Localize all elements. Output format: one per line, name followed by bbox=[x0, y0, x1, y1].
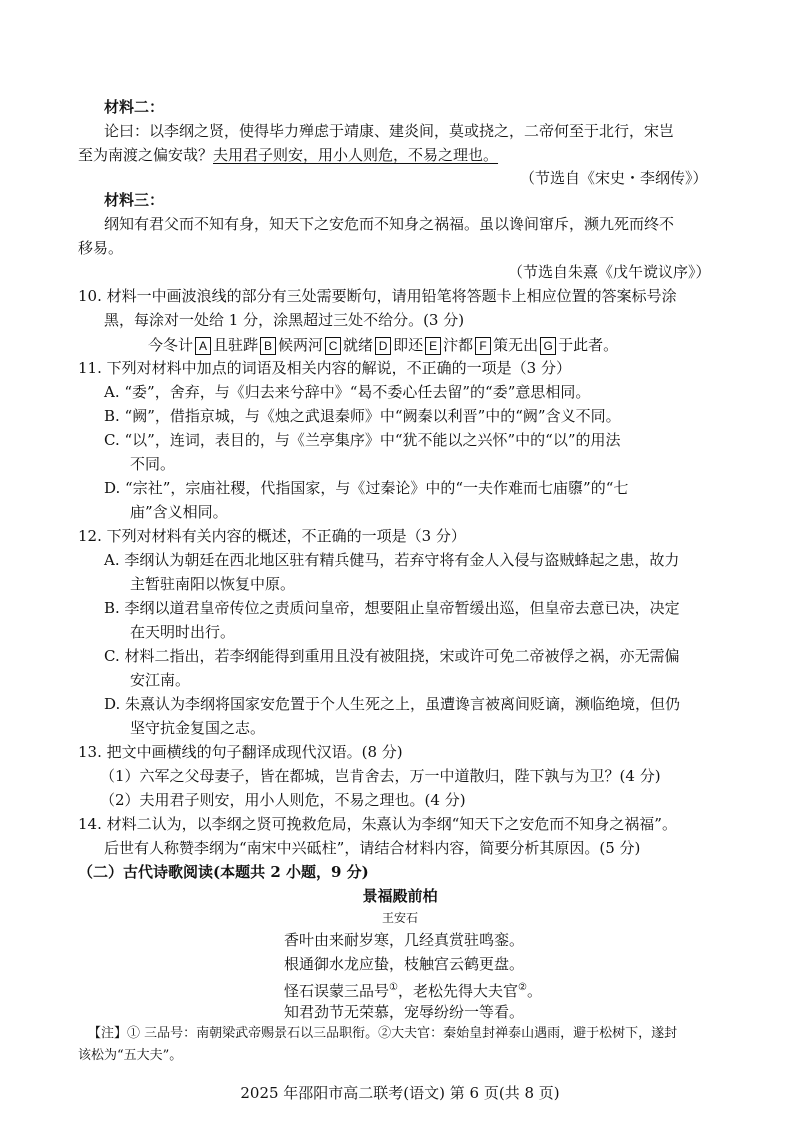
segment: 策无出 bbox=[493, 336, 539, 354]
segment: 候两河 bbox=[278, 336, 324, 354]
question-11-stem: 11. 下列对材料中加点的词语及相关内容的解说，不正确的一项是（3 分） bbox=[78, 359, 571, 377]
question-12-option-d-cont: 坚守抗金复国之志。 bbox=[130, 719, 266, 737]
section-2-heading: （二）古代诗歌阅读(本题共 2 小题，9 分) bbox=[78, 863, 369, 881]
answer-box-b: B bbox=[260, 337, 276, 355]
poem-line-4: 知君劲节无荣慕，宠辱纷纷一等看。 bbox=[284, 1003, 525, 1021]
question-11-option-c: C. “以”，连词，表目的，与《兰亭集序》中“犹不能以之兴怀”中的“以”的用法 bbox=[104, 431, 621, 449]
answer-box-e: E bbox=[425, 337, 441, 355]
question-13-sub-1: （1）六军之父母妻子，皆在都城，岂肯舍去，万一中道散归，陛下孰与为卫？(4 分) bbox=[100, 767, 661, 785]
question-11-option-a: A. “委”，舍弃，与《归去来兮辞中》“曷不委心任去留”的“委”意思相同。 bbox=[104, 383, 591, 401]
question-10-answer-options bbox=[148, 335, 618, 355]
material-2-line-1: 论曰：以李纲之贤，使得毕力殚虑于靖康、建炎间，莫或挠之，二帝何至于北行，宋岂 bbox=[104, 122, 675, 140]
poem-line-3-part-1: 怪石误蒙三品号 bbox=[284, 982, 390, 1000]
question-13-sub-2: （2）夫用君子则安，用小人则危，不易之理也。(4 分) bbox=[100, 791, 466, 809]
question-13-stem: 13. 把文中画横线的句子翻译成现代汉语。(8 分) bbox=[78, 743, 403, 761]
segment: 今冬计 bbox=[148, 336, 194, 354]
material-2-heading: 材料二： bbox=[104, 98, 165, 116]
question-11-option-d: D. “宗社”，宗庙社稷，代指国家，与《过秦论》中的“一夫作难而七庙隳”的“七 bbox=[104, 479, 629, 497]
underlined-sentence: 夫用君子则安，用小人则危，不易之理也。 bbox=[213, 146, 499, 164]
answer-box-d: D bbox=[375, 337, 391, 355]
material-3-source: （节选自朱熹《戊午谠议序》） bbox=[508, 263, 711, 281]
note-line-1: 【注】① 三品号：南朝梁武帝赐景石以三品职衔。②大夫官：秦始皇封禅泰山遇雨，避于松树下，遂封 bbox=[88, 1026, 678, 1041]
answer-box-f: F bbox=[475, 337, 491, 355]
question-10-line-1: 10. 材料一中画波浪线的部分有三处需要断句，请用铅笔将答题卡上相应位置的答案标号涂 bbox=[78, 287, 677, 305]
material-3-line-1: 纲知有君父而不知有身，知天下之安危而不知身之祸福。虽以谗间窜斥，濒九死而终不 bbox=[104, 215, 675, 233]
material-2-source: （节选自《宋史・李纲传》） bbox=[520, 169, 708, 187]
question-12-option-d: D. 朱熹认为李纲将国家安危置于个人生死之上，虽遭谗言被离间贬谪，濒临绝境，但仍 bbox=[104, 695, 681, 713]
footnote-ref-1: ① bbox=[389, 982, 398, 993]
answer-box-g: G bbox=[540, 337, 556, 355]
segment: 于此者。 bbox=[558, 336, 619, 354]
question-12-option-a: A. 李纲认为朝廷在西北地区驻有精兵健马，若弃守将有金人入侵与盗贼蜂起之患，故力 bbox=[104, 551, 680, 569]
material-2-line-2 bbox=[78, 145, 498, 165]
material-2-text: 至为南渡之偏安哉？ bbox=[78, 146, 214, 164]
question-12-option-a-cont: 主暂驻南阳以恢复中原。 bbox=[130, 575, 296, 593]
question-14-line-1: 14. 材料二认为，以李纲之贤可挽救危局，朱熹认为李纲“知天下之安危而不知身之祸福”。 bbox=[78, 815, 677, 833]
question-10-line-2: 黑，每涂对一处给 1 分，涂黑超过三处不给分。(3 分) bbox=[104, 311, 465, 329]
question-12-option-b-cont: 在天明时出行。 bbox=[130, 623, 236, 641]
segment: 汴都 bbox=[443, 336, 474, 354]
segment: 就绪 bbox=[343, 336, 374, 354]
question-11-option-d-cont: 庙”含义相同。 bbox=[130, 503, 228, 521]
poem-line-2: 根通御水龙应蛰，枝触宫云鹤更盘。 bbox=[284, 955, 525, 973]
answer-box-a: A bbox=[195, 337, 211, 355]
material-3-line-2: 移易。 bbox=[78, 239, 124, 257]
segment: 且驻跸 bbox=[213, 336, 259, 354]
question-12-option-c-cont: 安江南。 bbox=[130, 671, 191, 689]
segment: 即还 bbox=[393, 336, 424, 354]
answer-box-c: C bbox=[325, 337, 341, 355]
poem-line-3-end: 。 bbox=[526, 982, 542, 1000]
footnote-ref-2: ② bbox=[518, 982, 527, 993]
poem-line-1: 香叶由来耐岁寒，几经真赏驻鸣銮。 bbox=[284, 931, 525, 949]
poem-author: 王安石 bbox=[381, 911, 418, 925]
question-11-option-c-cont: 不同。 bbox=[130, 455, 176, 473]
page-footer: 2025 年邵阳市高二联考(语文) 第 6 页(共 8 页) bbox=[240, 1084, 560, 1102]
question-12-stem: 12. 下列对材料有关内容的概述，不正确的一项是（3 分） bbox=[78, 527, 466, 545]
poem-line-3-part-2: ，老松先得大夫官 bbox=[397, 982, 518, 1000]
poem-title: 景福殿前柏 bbox=[362, 887, 438, 905]
question-12-option-b: B. 李纲以道君皇帝传位之责质问皇帝，想要阻止皇帝暂缓出巡，但皇帝去意已决，决定 bbox=[104, 599, 680, 617]
poem-line-3 bbox=[284, 978, 542, 1001]
note-line-2: 该松为“五大夫”。 bbox=[78, 1048, 183, 1063]
question-14-line-2: 后世有人称赞李纲为“南宋中兴砥柱”，请结合材料内容，简要分析其原因。(5 分) bbox=[104, 839, 641, 857]
question-11-option-b: B. “阙”，借指京城，与《烛之武退秦师》中“阙秦以利晋”中的“阙”含义不同。 bbox=[104, 407, 621, 425]
material-3-heading: 材料三： bbox=[104, 191, 165, 209]
question-12-option-c: C. 材料二指出，若李纲能得到重用且没有被阻挠，宋或许可免二帝被俘之祸，亦无需偏 bbox=[104, 647, 680, 665]
